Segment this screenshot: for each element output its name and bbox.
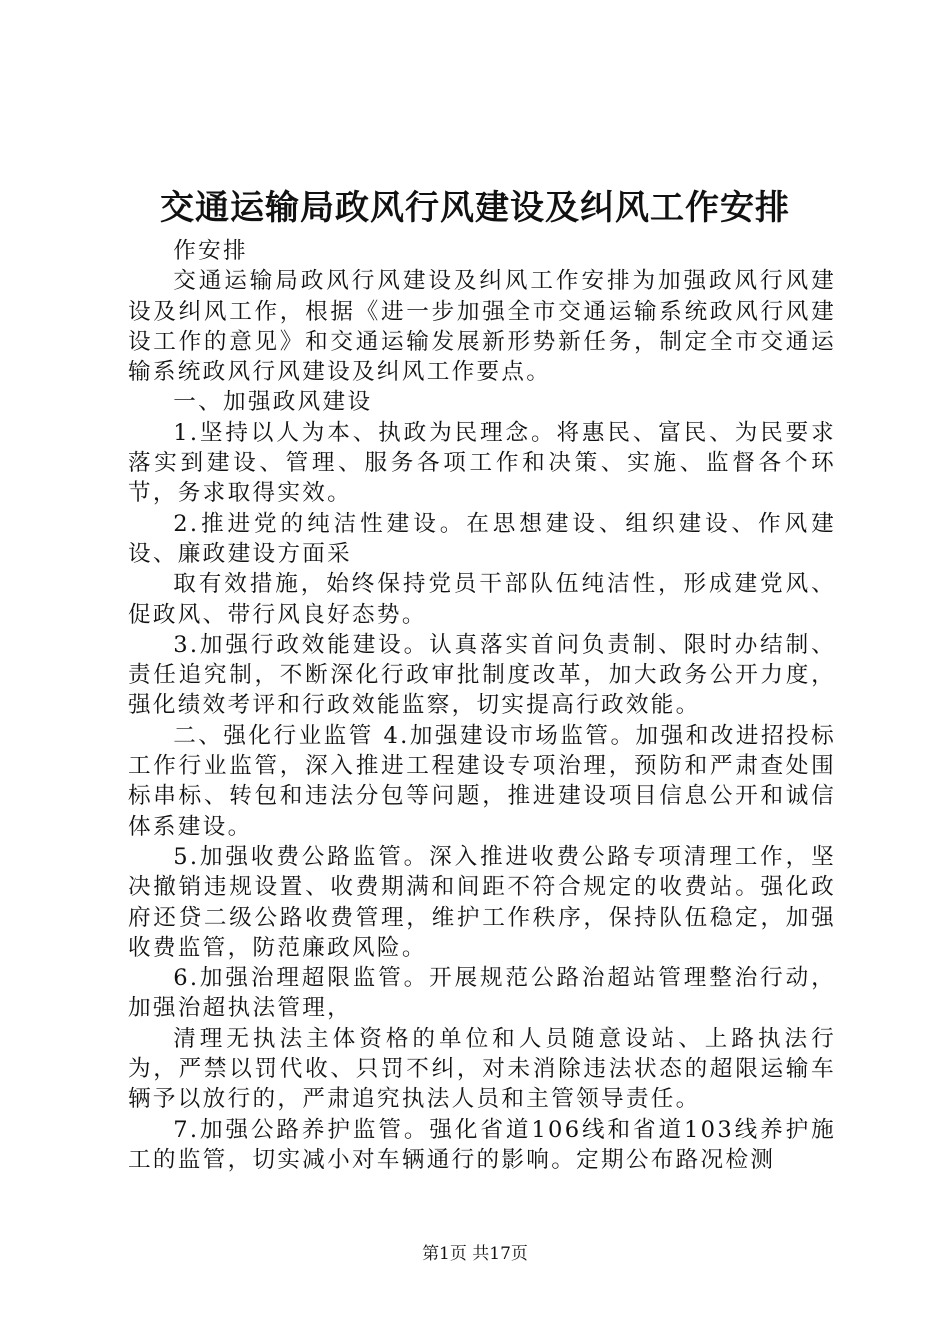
- paragraph: 二、强化行业监管 4.加强建设市场监管。加强和改进招投标工作行业监管，深入推进工程建设专项治理，预防和严肃查处围标串标、转包和违法分包等问题，推进建设项目信息公开和诚信体系建设。: [128, 722, 836, 840]
- paragraph: 1.坚持以人为本、执政为民理念。将惠民、富民、为民要求落实到建设、管理、服务各项工作和决策、实施、监督各个环节，务求取得实效。: [128, 419, 836, 507]
- paragraph: 5.加强收费公路监管。深入推进收费公路专项清理工作，坚决撤销违规设置、收费期满和间距不符合规定的收费站。强化政府还贷二级公路收费管理，维护工作秩序，保持队伍稳定，加强收费监管，防范廉政风险。: [128, 843, 836, 961]
- paragraph: 6.加强治理超限监管。开展规范公路治超站管理整治行动，加强治超执法管理，: [128, 965, 836, 1022]
- paragraph: 2.推进党的纯洁性建设。在思想建设、组织建设、作风建设、廉政建设方面采: [128, 510, 836, 567]
- paragraph: 作安排: [173, 238, 248, 264]
- document-title: 交通运输局政风行风建设及纠风工作安排: [160, 188, 790, 228]
- paragraph: 交通运输局政风行风建设及纠风工作安排为加强政风行风建设及纠风工作，根据《进一步加强全市交通运输系统政风行风建设工作的意见》和交通运输发展新形势新任务，制定全市交通运输系统政风行风建设及纠风工作要点。: [128, 268, 836, 386]
- page-number-footer: 第1页 共17页: [422, 1244, 528, 1264]
- paragraph: 清理无执法主体资格的单位和人员随意设站、上路执法行为，严禁以罚代收、只罚不纠，对未消除违法状态的超限运输车辆予以放行的，严肃追究执法人员和主管领导责任。: [128, 1025, 836, 1113]
- paragraph: 7.加强公路养护监管。强化省道106线和省道103线养护施工的监管，切实减小对车辆通行的影响。定期公布路况检测: [128, 1116, 836, 1173]
- paragraph: 一、加强政风建设: [173, 389, 373, 416]
- paragraph: 3.加强行政效能建设。认真落实首问负责制、限时办结制、责任追究制，不断深化行政审批制度改革，加大政务公开力度，强化绩效考评和行政效能监察，切实提高行政效能。: [128, 631, 836, 719]
- paragraph: 取有效措施，始终保持党员干部队伍纯洁性，形成建党风、促政风、带行风良好态势。: [128, 571, 836, 628]
- document-body: [128, 236, 836, 1175]
